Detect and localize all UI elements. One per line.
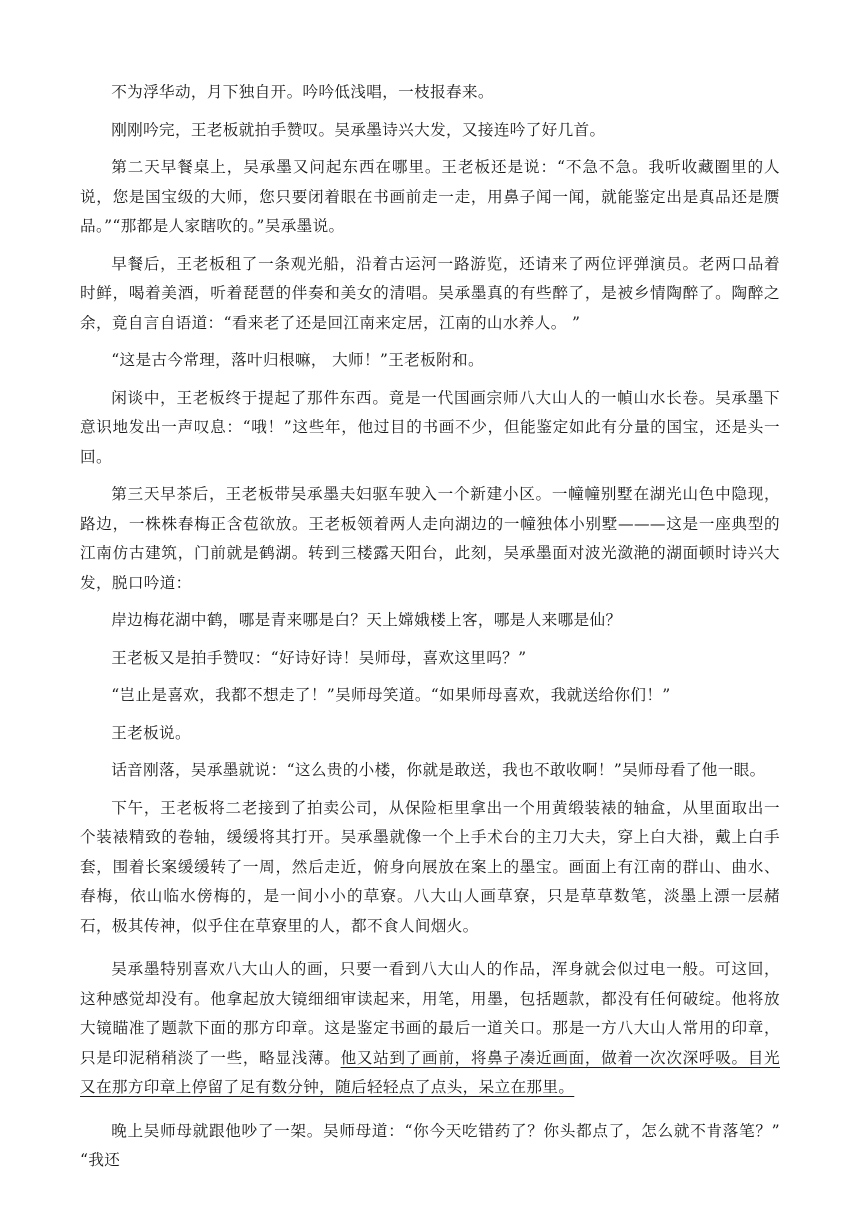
- paragraph-4: 早餐后，王老板租了一条观光船，沿着古运河一路游览，还请来了两位评弹演员。老两口品着时鲜，喝着美酒，听着琵琶的伴奏和美女的清唱。吴承墨真的有些醉了，是被乡情陶醉了。陶醉之余，竟自言自语道：“看来老了还是回江南来定居，江南的山水养人。 ”: [80, 254, 780, 332]
- document-page: [80, 78, 780, 1184]
- paragraph-1: 不为浮华动，月下独自开。吟吟低浅唱，一枝报春来。: [111, 83, 494, 101]
- paragraph-7: 第三天早茶后，王老板带吴承墨夫妇驱车驶入一个新建小区。一幢幢别墅在湖光山色中隐现，路边，一株株春梅正含苞欲放。王老板领着两人走向湖边的一幢独体小别墅———这是一座典型的江南仿古建筑，门前就是鹤湖。转到三楼露天阳台，此刻，吴承墨面对波光潋滟的湖面顿时诗兴大发，脱口吟道：: [80, 485, 780, 592]
- paragraph-11: 王老板说。: [111, 723, 191, 742]
- paragraph-12: 话音刚落，吴承墨就说：“这么贵的小楼，你就是敢送，我也不敢收啊！”吴师母看了他一眼。: [111, 761, 766, 779]
- paragraph-5: “这是古今常理，落叶归根嘛， 大师！”王老板附和。: [111, 351, 484, 369]
- paragraph-6: 闲谈中，王老板终于提起了那件东西。竟是一代国画宗师八大山人的一幀山水长卷。吴承墨下意识地发出一声叹息：“哦！”这些年，他过目的书画不少，但能鉴定如此有分量的国宝，还是头一回。: [80, 388, 780, 466]
- paragraph-3: 第二天早餐桌上，吴承墨又问起东西在哪里。王老板还是说：“不急不急。我听收藏圈里的人说，您是国宝级的大师，您只要闭着眼在书画前走一走，用鼻子闻一闻，就能鉴定出是真品还是赝品。”“那都是人家瞎吹的。”吴承墨说。: [80, 158, 780, 235]
- underlined-passage: 他又站到了画前，将鼻子凑近画面，做着一次次深呼吸。目光又在那方印章上停留了足有数分钟，随后轻轻点了点头，呆立在那里。: [80, 1048, 780, 1096]
- poem-line: 岸边梅花湖中鹤，哪是青来哪是白？天上嫦娥楼上客，哪是人来哪是仙？: [111, 611, 622, 629]
- paragraph-14-text: 吴承墨特别喜欢八大山人的画，只要一看到八大山人的作品，浑身就会似过电一般。可这回，这种感觉却没有。他拿起放大镜细细审读起来，用笔，用墨，包括题款，都没有任何破绽。他将放大镜瞄准了题款下面的那方印章。这是鉴定书画的最后一道关口。那是一方八大山人常用的印章，只是印泥稍稍淡了一些，略显浅薄。: [80, 960, 780, 1067]
- paragraph-15: 晚上吴师母就跟他吵了一架。吴师母道：“你今天吃错药了？你头都点了，怎么就不肯落笔？” “我还: [80, 1121, 780, 1169]
- paragraph-13: 下午，王老板将二老接到了拍卖公司，从保险柜里拿出一个用黄缎装裱的轴盒，从里面取出一个装裱精致的卷轴，缓缓将其打开。吴承墨就像一个上手术台的主刀大夫，穿上白大褂，戴上白手套，围着长案缓缓转了一周，然后走近，俯身向展放在案上的墨宝。画面上有江南的群山、曲水、春梅，依山临水傍梅的，是一间小小的草寮。八大山人画草寮，只是草草数笔，淡墨上漂一层赭石，极其传神，似乎住在草寮里的人，都不食人间烟火。: [80, 798, 780, 935]
- paragraph-9: 王老板又是拍手赞叹：“好诗好诗！吴师母，喜欢这里吗？”: [111, 648, 527, 667]
- paragraph-2: 刚刚吟完，王老板就拍手赞叹。吴承墨诗兴大发，又接连吟了好几首。: [111, 120, 606, 139]
- paragraph-10: “岂止是喜欢，我都不想走了！”吴师母笑道。“如果师母喜欢，我就送给你们！”: [111, 686, 671, 704]
- paragraph-14: [80, 955, 780, 1103]
